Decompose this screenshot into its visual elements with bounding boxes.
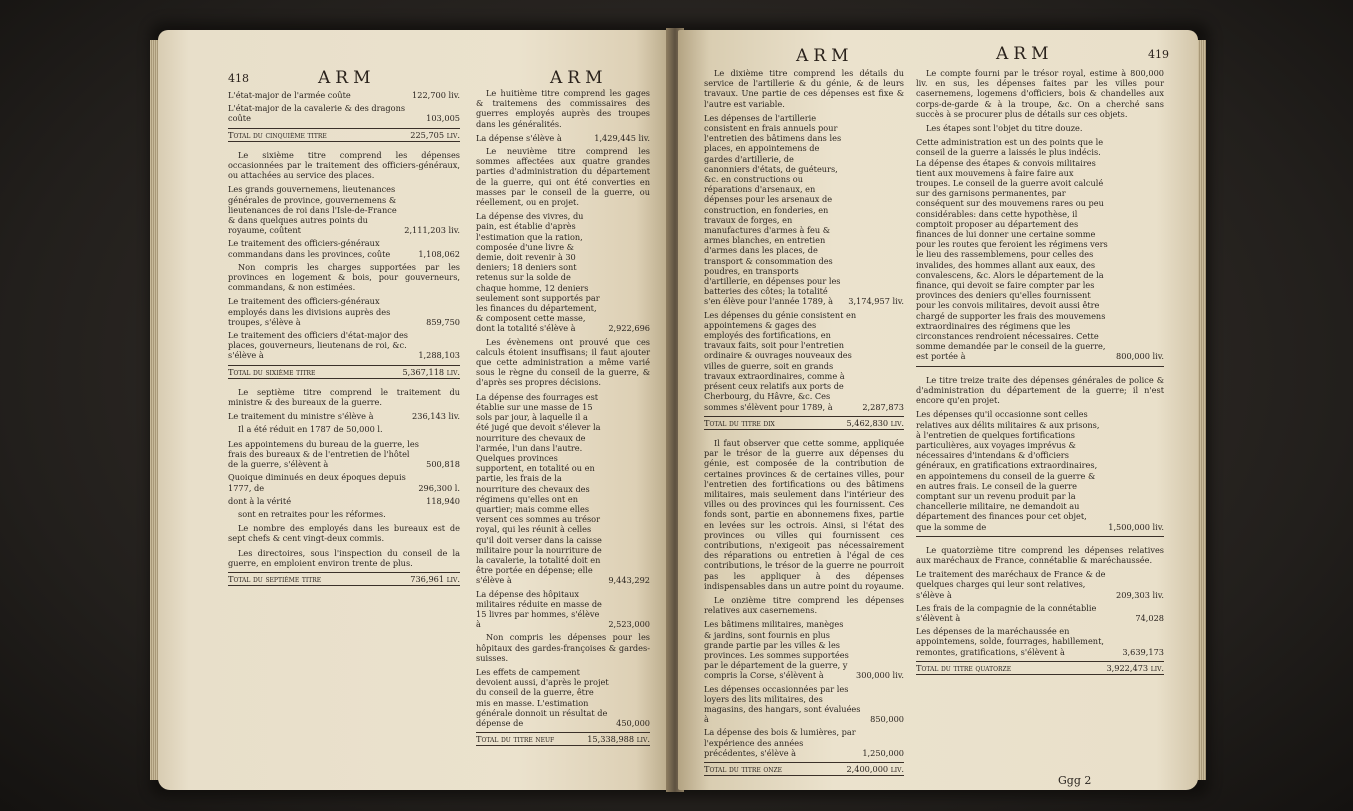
entry-row: Cette administration est un des points que le conseil de la guerre a laissés le plus indécis. La dépense des étapes & convois militaires tient aux mouvemens à faire faire aux troupes. Le conseil de la guerre avoit calculé sur des garnisons permanentes, par conséquent sur des mouvemens rares ou peu considérables: dans cette hypothèse, il comptoit proposer au département des finances de lui donner une certaine somme pour les routes que feroient les régimens vers le lieu des rassemblemens, pour celles des invalides, des hommes allant aux eaux, des convalescens, &c. Alors le département de la finance, qui devoit se faire compter par les provinces des deniers qu'elles fournissent pour les convois militaires, devoit aussi être chargé de supporter les frais des mouvemens extraordinaires des régimens que les circonstances rendroient nécessaires. Cette somme demandée par le conseil de la guerre, est portée à 800,000 liv. — [916, 137, 1164, 362]
entry-row: La dépense des fourrages est établie sur une masse de 15 sols par jour, à laquelle il a été jugé que devoit s'élever la nourriture des chevaux de l'armée, l'un dans l'autre. Quelques provinces supportent, en totalité ou en partie, les frais de la nourriture des chevaux des régimens qu'elles ont en quartier; mais comme elles versent ces sommes au trésor royal, qui les réunit à celles qu'il doit verser dans la caisse militaire pour la nourriture de la cavalerie, la totalité doit en être portée en dépense; elle s'élève à 9,443,292 — [476, 391, 650, 586]
left-page — [158, 30, 672, 790]
total-row: Total du titre neuf 15,338,988 liv. — [476, 732, 650, 746]
paragraph: sont en retraites pour les réformes. — [238, 508, 386, 519]
signature-mark: Ggg 2 — [1058, 774, 1092, 787]
entry-row: Le traitement des officiers-généraux employés dans les divisions auprès des troupes, s'élève à 859,750 — [228, 296, 460, 327]
paragraph: Il a été réduit en 1787 de 50,000 l. — [238, 424, 383, 435]
entry-row: La dépense des bois & lumières, par l'expérience des années précédentes, s'élève à 1,250,000 — [704, 727, 904, 758]
entry-row: Les appointemens du bureau de la guerre, les frais des bureaux & de l'entretien de l'hôtel de la guerre, s'élèvent à 500,818 — [228, 438, 460, 470]
entry-row: Les dépenses occasionnées par les loyers des lits militaires, des magasins, des hangars, sont évaluées à 850,000 — [704, 683, 904, 725]
running-head-left-1: ARM — [318, 68, 376, 88]
left-column-1 — [228, 90, 460, 594]
paragraph: Il faut observer que cette somme, appliquée par le trésor de la guerre aux dépenses du génie, est composée de la contribution de certaines provinces & de certaines villes, pour l'entretien des fortifications ou des bâtimens militaires, mais seulement dans l'intérieur des villes ou des provinces qui les fournissent. Ces fonds sont, partie en abonnemens fixes, partie en levées sur les octrois. Ainsi, si l'état des provinces ou villes qui fournissent ces contributions, n'exigeoit pas nécessairement des réparations ou entretien à l'égal de ces contributions, le trésor de la guerre ne pourroit pas les appliquer à des dépenses indispensables dans un autre point du royaume. — [704, 437, 904, 591]
right-column-2 — [916, 68, 1164, 683]
total-row: Total du cinquième titre 225,705 liv. — [228, 128, 460, 142]
total-row: Total du titre quatorze 3,922,473 liv. — [916, 661, 1164, 675]
entry-row: Les bâtimens militaires, manèges & jardins, sont fournis en plus grande partie par les villes & les provinces. Les sommes supportées par le département de la guerre, y compris la Corse, s'élèvent à 300,000 liv. — [704, 619, 904, 681]
paragraph: Le neuvième titre comprend les sommes affectées aux quatre grandes parties d'administration du département de la guerre, qui ont été converties en masses par le conseil de la guerre, ou réellement, ou en projet. — [476, 146, 650, 208]
paragraph: Le compte fourni par le trésor royal, estime à 800,000 liv. en sus, les dépenses faites par les villes pour casernemens, logemens d'officiers, bois & chandelles aux corps-de-garde & à la troupe, &c. On a cherché sans succès à se procurer plus de détails sur ces objets. — [916, 68, 1164, 119]
entry-row: Le traitement des officiers-généraux commandans dans les provinces, coûte 1,108,062 — [228, 238, 460, 259]
entry-row: La dépense des vivres, du pain, est établie d'après l'estimation que la ration, composée d'une livre & demie, doit revenir à 30 deniers; 18 deniers sont retenus sur la solde de chaque homme, 12 deniers seulement sont supportés par les finances du département, & composent cette masse, dont la totalité s'élève à 2,922,696 — [476, 211, 650, 334]
paragraph: Le quatorzième titre comprend les dépenses relatives aux maréchaux de France, connétablie & maréchaussée. — [916, 544, 1164, 565]
paragraph: Non compris les dépenses pour les hôpitaux des gardes-françoises & gardes-suisses. — [476, 632, 650, 663]
paragraph: Les évènemens ont prouvé que ces calculs étoient insuffisans; il faut ajouter que cette administration a même varié sous le règne du conseil de la guerre, & d'après ses propres décisions. — [476, 336, 650, 388]
right-page — [678, 30, 1198, 790]
paragraph: Le titre treize traite des dépenses générales de police & d'administration du département de la guerre; il n'est encore qu'en projet. — [916, 374, 1164, 406]
paragraph: Le sixième titre comprend les dépenses occasionnées par le traitement des officiers-généraux, ou attachées au service des places. — [228, 149, 460, 181]
page-number-left: 418 — [228, 72, 249, 85]
entry-row: Les grands gouvernemens, lieutenances générales de province, gouvernemens & lieutenances de roi dans l'Isle-de-France & dans quelques autres points du royaume, coûtent 2,111,203 liv. — [228, 184, 460, 236]
entry-row: Les effets de campement devoient aussi, d'après le projet du conseil de la guerre, être mis en masse. L'estimation générale donnoit un résultat de dépense de 450,000 — [476, 666, 650, 728]
paragraph: Non compris les charges supportées par les provinces en logement & bois, pour gouverneurs, commandans, & non estimées. — [228, 261, 460, 293]
entry-row: La dépense des hôpitaux militaires réduite en masse de 15 livres par hommes, s'élève à 2,523,000 — [476, 588, 650, 630]
page-number-right: 419 — [1148, 48, 1169, 61]
paragraph: Le nombre des employés dans les bureaux est de sept chefs & cent vingt-deux commis. — [228, 523, 460, 544]
entry-row: Les dépenses du génie consistent en appointemens & gages des employés des fortifications, en travaux faits, soit pour l'entretien ordinaire & ouvrages nouveaux des villes de guerre, soit en grands travaux extraordinaires, comme à présent ceux relatifs aux ports de Cherbourg, du Hâvre, &c. Ces sommes s'élèvent pour 1789, à 2,287,873 — [704, 309, 904, 412]
paragraph: Le septième titre comprend le traitement du ministre & des bureaux de la guerre. — [228, 386, 460, 408]
entry-row: Le traitement des maréchaux de France & de quelques charges qui leur sont relatives, s'élève à 209,303 liv. — [916, 569, 1164, 600]
section-rule — [916, 536, 1164, 537]
entry-row: L'état-major de la cavalerie & des dragons coûte 103,005 — [228, 103, 460, 124]
entry-row: Le traitement des officiers d'état-major des places, gouverneurs, lieutenans de roi, &c. s'élève à 1,288,103 — [228, 330, 460, 361]
left-column-2 — [476, 88, 650, 754]
total-row: Total du septième titre 736,961 liv. — [228, 572, 460, 586]
entry-row: dont à la vérité 118,940 — [228, 495, 460, 506]
entry-row: Les frais de la compagnie de la connétablie s'élèvent à 74,028 — [916, 602, 1164, 623]
paragraph: Le dixième titre comprend les détails du service de l'artillerie & du génie, & de leurs travaux. Une partie de ces dépenses est fixe & l'autre est variable. — [704, 68, 904, 109]
entry-row: Le traitement du ministre s'élève à 236,143 liv. — [228, 411, 460, 422]
entry-row: Les dépenses de la maréchaussée en appointemens, solde, fourrages, habillement, remontes, gratifications, s'élèvent à 3,639,173 — [916, 626, 1164, 657]
entry-row: Les dépenses de l'artillerie consistent en frais annuels pour l'entretien des bâtimens dans les places, en appointemens de gardes d'artillerie, de canonniers d'états, de guéteurs, &c. en constructions ou réparations d'arsenaux, en dépenses pour les arsenaux de construction, en fonderies, en travaux de forges, en manufactures d'armes à feu & armes blanches, en entretien d'armes dans les places, de transport & consommation des poudres, en transports d'artillerie, en dépenses pour les batteries des côtes; la totalité s'en élève pour l'année 1789, à 3,174,957 liv. — [704, 112, 904, 307]
total-row: Total du titre dix 5,462,830 liv. — [704, 416, 904, 430]
section-rule — [916, 366, 1164, 367]
running-head-right-1: ARM — [796, 46, 854, 66]
right-column-1 — [704, 68, 904, 784]
running-head-left-2: ARM — [550, 68, 608, 88]
entry-row: Quoique diminués en deux époques depuis 1777, de 296,300 l. — [228, 472, 460, 493]
entry-row: La dépense s'élève à 1,429,445 liv. — [476, 132, 650, 143]
paragraph: Le huitième titre comprend les gages & traitemens des commissaires des guerres employés auprès des troupes dans les généralités. — [476, 88, 650, 129]
entry-row: L'état-major de l'armée coûte 122,700 liv. — [228, 90, 460, 100]
running-head-right-2: ARM — [996, 44, 1054, 64]
total-row: Total du sixième titre 5,367,118 liv. — [228, 365, 460, 379]
entry-row: Les dépenses qu'il occasionne sont celles relatives aux délits militaires & aux prisons, à l'entretien de quelques fortifications particulières, aux voyages imprévus & nécessaires d'intendans & d'officiers généraux, en gratifications extraordinaires, en appointemens du conseil de la guerre & en autres frais. Le conseil de la guerre comptant sur un revenu produit par la chancellerie militaire, ne demandoit au département des finances pour cet objet, que la somme de 1,500,000 liv. — [916, 409, 1164, 532]
total-row: Total du titre onze 2,400,000 liv. — [704, 762, 904, 776]
paragraph: Le onzième titre comprend les dépenses relatives aux casernemens. — [704, 594, 904, 616]
paragraph: Les étapes sont l'objet du titre douze. — [926, 123, 1083, 134]
paragraph: Les directoires, sous l'inspection du conseil de la guerre, en emploient environ trente de plus. — [228, 547, 460, 568]
